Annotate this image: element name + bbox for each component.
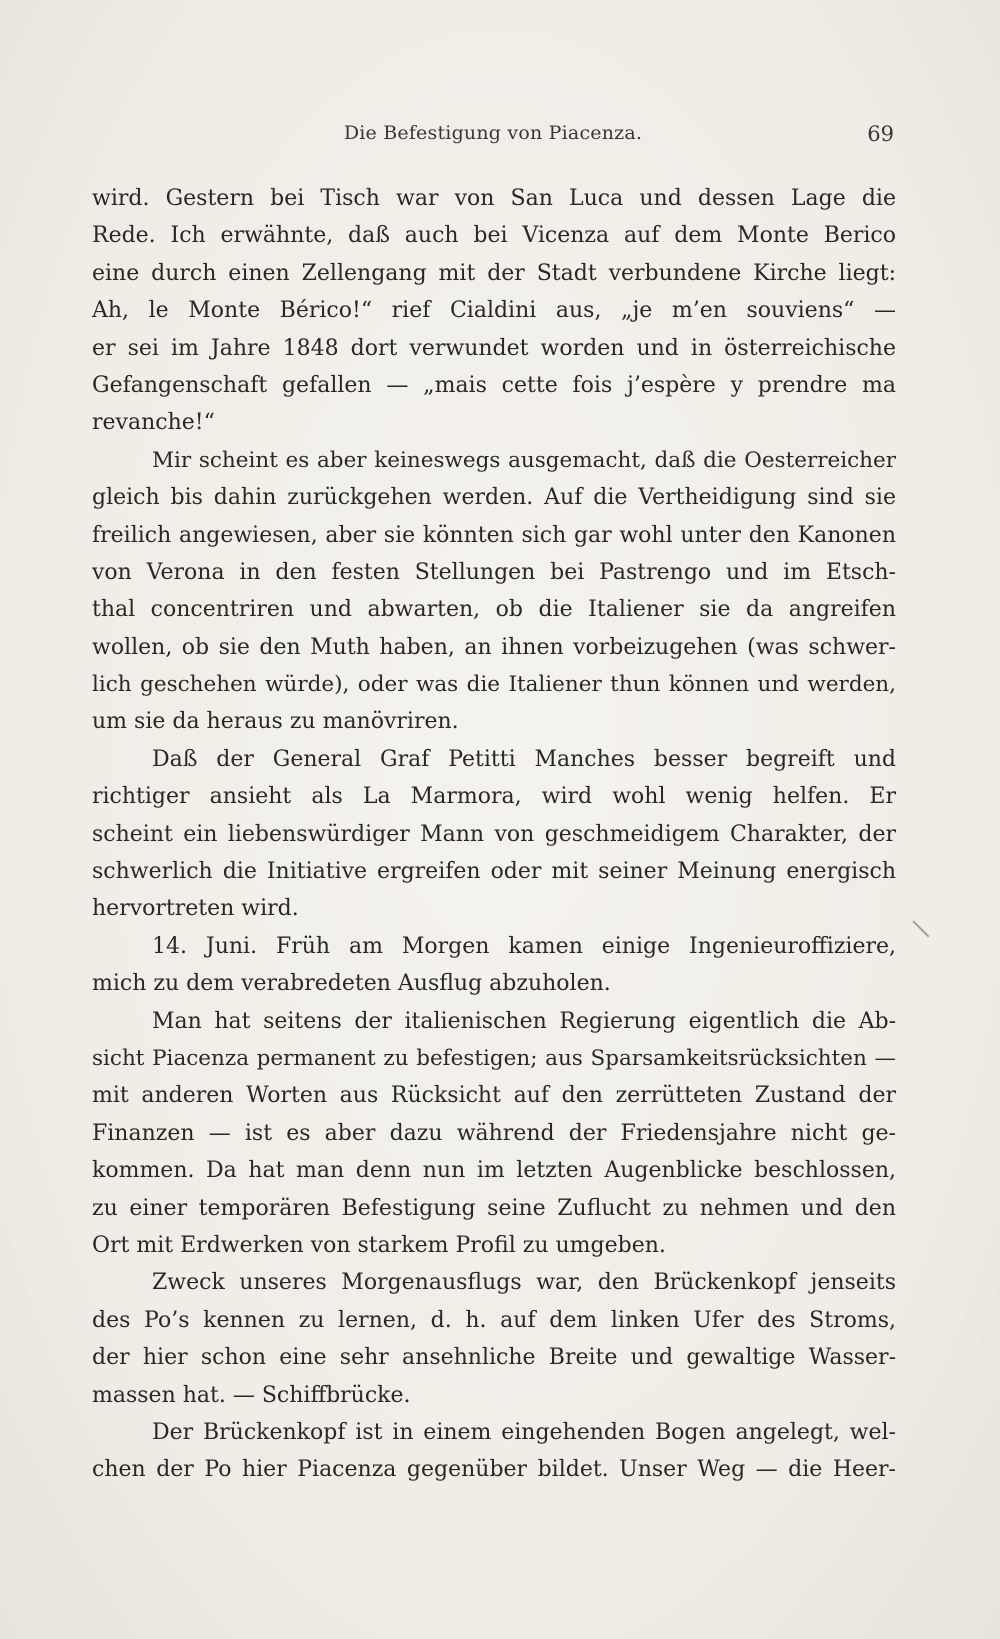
text-line: Der Brückenkopf ist in einem eingehenden Bogen angelegt, wel- xyxy=(152,1419,896,1445)
text-line: massen hat. — Schiffbrücke. xyxy=(92,1382,411,1408)
body-text xyxy=(92,180,896,1489)
text-line: Gefangenschaft gefallen — „mais cette fois j’espère y prendre ma xyxy=(92,372,896,398)
text-line: Daß der General Graf Petitti Manches besser begreift und xyxy=(152,746,896,772)
text-line: chen der Po hier Piacenza gegenüber bildet. Unser Weg — die Heer- xyxy=(92,1457,896,1483)
text-line: thal concentriren und abwarten, ob die Italiener sie da angreifen xyxy=(92,597,896,623)
margin-mark xyxy=(913,921,930,938)
text-line: Zweck unseres Morgenausflugs war, den Brückenkopf jenseits xyxy=(152,1270,896,1296)
text-line: eine durch einen Zellengang mit der Stadt verbundene Kirche liegt: xyxy=(92,260,896,286)
text-line: 14. Juni. Früh am Morgen kamen einige Ingenieuroffiziere, xyxy=(152,933,896,959)
text-line: revanche!“ xyxy=(92,410,215,436)
text-line: hervortreten wird. xyxy=(92,896,299,922)
text-line: gleich bis dahin zurückgehen werden. Auf die Vertheidigung sind sie xyxy=(92,485,896,511)
text-line: Rede. Ich erwähnte, daß auch bei Vicenza auf dem Monte Berico xyxy=(92,223,896,249)
text-line: des Po’s kennen zu lernen, d. h. auf dem linken Ufer des Stroms, xyxy=(92,1307,896,1333)
text-line: sicht Piacenza permanent zu befestigen; aus Sparsamkeitsrücksichten — xyxy=(92,1045,896,1071)
text-line: richtiger ansieht als La Marmora, wird wohl wenig helfen. Er xyxy=(92,784,896,810)
text-line: um sie da heraus zu manövriren. xyxy=(92,709,459,735)
text-line: zu einer temporären Befestigung seine Zuflucht zu nehmen und den xyxy=(92,1195,896,1221)
running-head xyxy=(92,122,894,156)
text-line: schwerlich die Initiative ergreifen oder mit seiner Meinung energisch xyxy=(92,859,896,885)
text-line: Mir scheint es aber keineswegs ausgemacht, daß die Oesterreicher xyxy=(152,447,896,473)
page-number: 69 xyxy=(867,122,894,146)
text-line: kommen. Da hat man denn nun im letzten Augenblicke beschlossen, xyxy=(92,1158,896,1184)
text-line: freilich angewiesen, aber sie könnten sich gar wohl unter den Kanonen xyxy=(92,522,896,548)
text-line: Ah, le Monte Bérico!“ rief Cialdini aus, „je m’en souviens“ — xyxy=(92,298,896,324)
text-line: er sei im Jahre 1848 dort verwundet worden und in österreichische xyxy=(92,335,896,361)
text-line: Ort mit Erdwerken von starkem Profil zu umgeben. xyxy=(92,1232,666,1258)
text-line: mit anderen Worten aus Rücksicht auf den zerrütteten Zustand der xyxy=(92,1083,896,1109)
text-line: Finanzen — ist es aber dazu während der Friedensjahre nicht ge- xyxy=(92,1120,896,1146)
text-line: Man hat seitens der italienischen Regierung eigentlich die Ab- xyxy=(152,1008,896,1034)
text-line: mich zu dem verabredeten Ausflug abzuholen. xyxy=(92,971,611,997)
text-line: lich geschehen würde), oder was die Italiener thun können und werden, xyxy=(92,672,896,698)
running-title: Die Befestigung von Piacenza. xyxy=(343,122,643,144)
text-line: wollen, ob sie den Muth haben, an ihnen vorbeizugehen (was schwer- xyxy=(92,634,896,660)
text-line: scheint ein liebenswürdiger Mann von geschmeidigem Charakter, der xyxy=(92,821,896,847)
text-line: von Verona in den festen Stellungen bei Pastrengo und im Etsch- xyxy=(92,559,896,585)
text-line: der hier schon eine sehr ansehnliche Breite und gewaltige Wasser- xyxy=(92,1345,896,1371)
text-line: wird. Gestern bei Tisch war von San Luca und dessen Lage die xyxy=(92,186,896,211)
